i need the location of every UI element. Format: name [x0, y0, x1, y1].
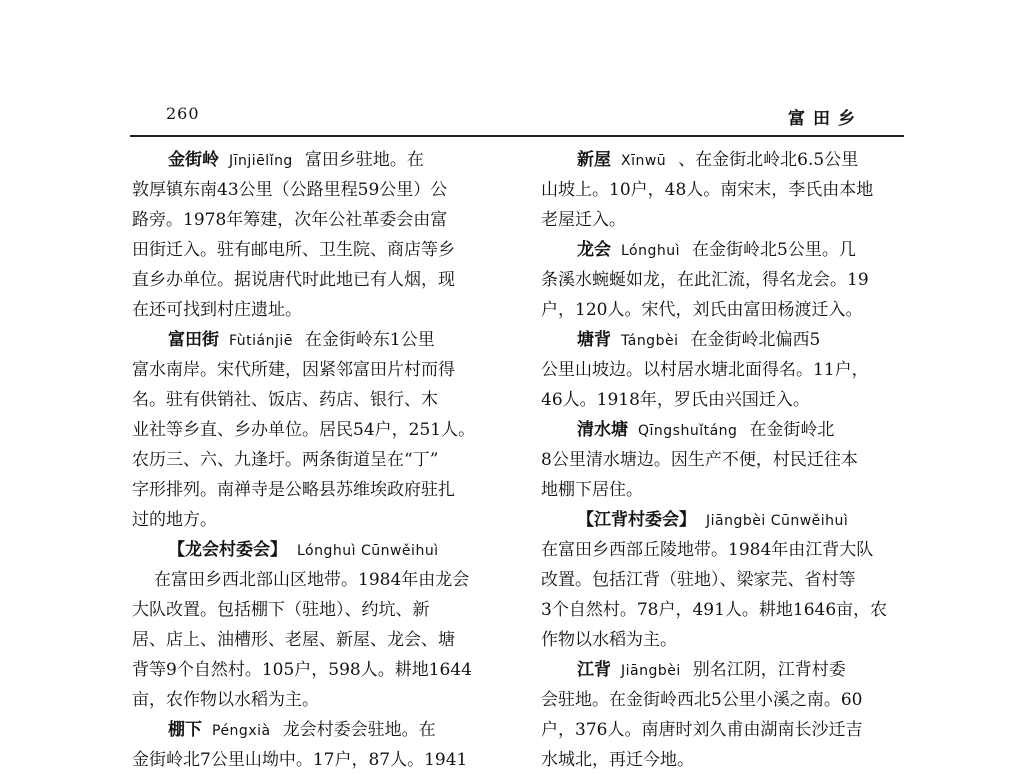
text-line: 大队改置。包括棚下（驻地）、约坑、新	[132, 600, 430, 620]
entry-heading: 清水塘	[577, 420, 628, 440]
text-line: 地棚下居住。	[541, 480, 643, 500]
entry-line	[132, 145, 504, 175]
text-line: 农历三、六、九逢圩。两条街道呈在“丁”	[132, 450, 439, 470]
entry-line	[132, 715, 504, 745]
entry-text: 富田乡驻地。在	[304, 150, 424, 170]
entry-pinyin: Jīnjiēlǐng	[229, 153, 293, 169]
entry-text: 在金街岭北	[749, 420, 835, 440]
text-line: 在富田乡西北部山区地带。1984年由龙会	[154, 570, 470, 590]
text-line: 背等9个自然村。105户，598人。耕地1644	[132, 660, 472, 680]
entry-text: 别名江阴，江背村委	[692, 660, 846, 680]
entry-pinyin: Xīnwū	[621, 153, 667, 169]
text-line: 会驻地。在金街岭西北5公里小溪之南。60	[541, 690, 863, 710]
entry-heading: 富田街	[168, 330, 219, 350]
entry-heading: 【江背村委会】	[577, 510, 696, 530]
entry-pinyin: Tángbèi	[621, 333, 679, 349]
entry-line	[132, 535, 504, 565]
text-line: 居、店上、油槽形、老屋、新屋、龙会、塘	[132, 630, 455, 650]
entry-line	[132, 325, 504, 355]
text-line: 直乡办单位。据说唐代时此地已有人烟，现	[132, 270, 455, 290]
entry-pinyin: Jiāngbèi Cūnwěihuì	[706, 513, 849, 529]
page-number: 260	[166, 104, 200, 123]
text-line: 改置。包括江背（驻地）、梁家芫、省村等	[541, 570, 856, 590]
left-column	[132, 145, 504, 775]
text-line: 46人。1918年，罗氏由兴国迁入。	[541, 390, 810, 410]
text-line: 在富田乡西部丘陵地带。1984年由江背大队	[541, 540, 874, 560]
entry-heading: 新屋	[577, 150, 611, 170]
entry-heading: 金街岭	[168, 150, 219, 170]
text-line: 山坡上。10户，48人。南宋末，李氏由本地	[541, 180, 874, 200]
entry-heading: 棚下	[168, 720, 202, 740]
entry-text: 龙会村委会驻地。在	[282, 720, 436, 740]
text-line: 过的地方。	[132, 510, 217, 530]
entry-pinyin: Jiāngbèi	[621, 663, 681, 679]
entry-line	[541, 325, 917, 355]
entry-text: 在金街岭北5公里。几	[692, 240, 856, 260]
right-column	[541, 145, 917, 775]
entry-pinyin: Lónghuì Cūnwěihuì	[297, 543, 439, 559]
text-line: 8公里清水塘边。因生产不便，村民迁往本	[541, 450, 858, 470]
text-line: 字形排列。南禅寺是公略县苏维埃政府驻扎	[132, 480, 455, 500]
text-line: 条溪水蜿蜒如龙，在此汇流，得名龙会。19	[541, 270, 869, 290]
entry-heading: 江背	[577, 660, 611, 680]
entry-line	[541, 655, 917, 685]
entry-text: 、在金街北岭北6.5公里	[678, 150, 859, 170]
entry-heading: 塘背	[577, 330, 611, 350]
text-line: 田街迁入。驻有邮电所、卫生院、商店等乡	[132, 240, 455, 260]
entry-pinyin: Qīngshuǐtáng	[638, 423, 738, 439]
text-line: 金街岭北7公里山坳中。17户，87人。1941	[132, 750, 468, 770]
entry-text: 在金街岭北偏西5	[690, 330, 821, 350]
text-line: 3个自然村。78户，491人。耕地1646亩，农	[541, 600, 888, 620]
text-line: 名。驻有供销社、饭店、药店、银行、木	[132, 390, 438, 410]
text-line: 在还可找到村庄遗址。	[132, 300, 302, 320]
entry-line	[541, 235, 917, 265]
entry-pinyin: Lónghuì	[621, 243, 681, 259]
text-line: 老屋迁入。	[541, 210, 626, 230]
text-line: 路旁。1978年筹建，次年公社革委会由富	[132, 210, 448, 230]
text-line: 亩，农作物以水稻为主。	[132, 690, 319, 710]
text-line: 富水南岸。宋代所建，因紧邻富田片村而得	[132, 360, 455, 380]
text-line: 作物以水稻为主。	[541, 630, 677, 650]
entry-line	[541, 145, 917, 175]
text-line: 水城北，再迁今地。	[541, 750, 694, 770]
entry-text: 在金街岭东1公里	[304, 330, 435, 350]
entry-line	[541, 505, 917, 535]
entry-line	[541, 415, 917, 445]
text-line: 公里山坡边。以村居水塘北面得名。11户，	[541, 360, 869, 380]
entry-pinyin: Péngxià	[212, 723, 271, 739]
running-head: 富田乡	[788, 109, 863, 129]
header-rule	[130, 135, 904, 137]
entry-heading: 【龙会村委会】	[168, 540, 287, 560]
entry-pinyin: Fùtiánjiē	[229, 333, 293, 349]
text-line: 户，120人。宋代，刘氏由富田杨渡迁入。	[541, 300, 863, 320]
text-line: 业社等乡直、乡办单位。居民54户，251人。	[132, 420, 476, 440]
text-line: 户，376人。南唐时刘久甫由湖南长沙迁吉	[541, 720, 863, 740]
entry-heading: 龙会	[577, 240, 611, 260]
text-line: 敦厚镇东南43公里（公路里程59公里）公	[132, 180, 448, 200]
